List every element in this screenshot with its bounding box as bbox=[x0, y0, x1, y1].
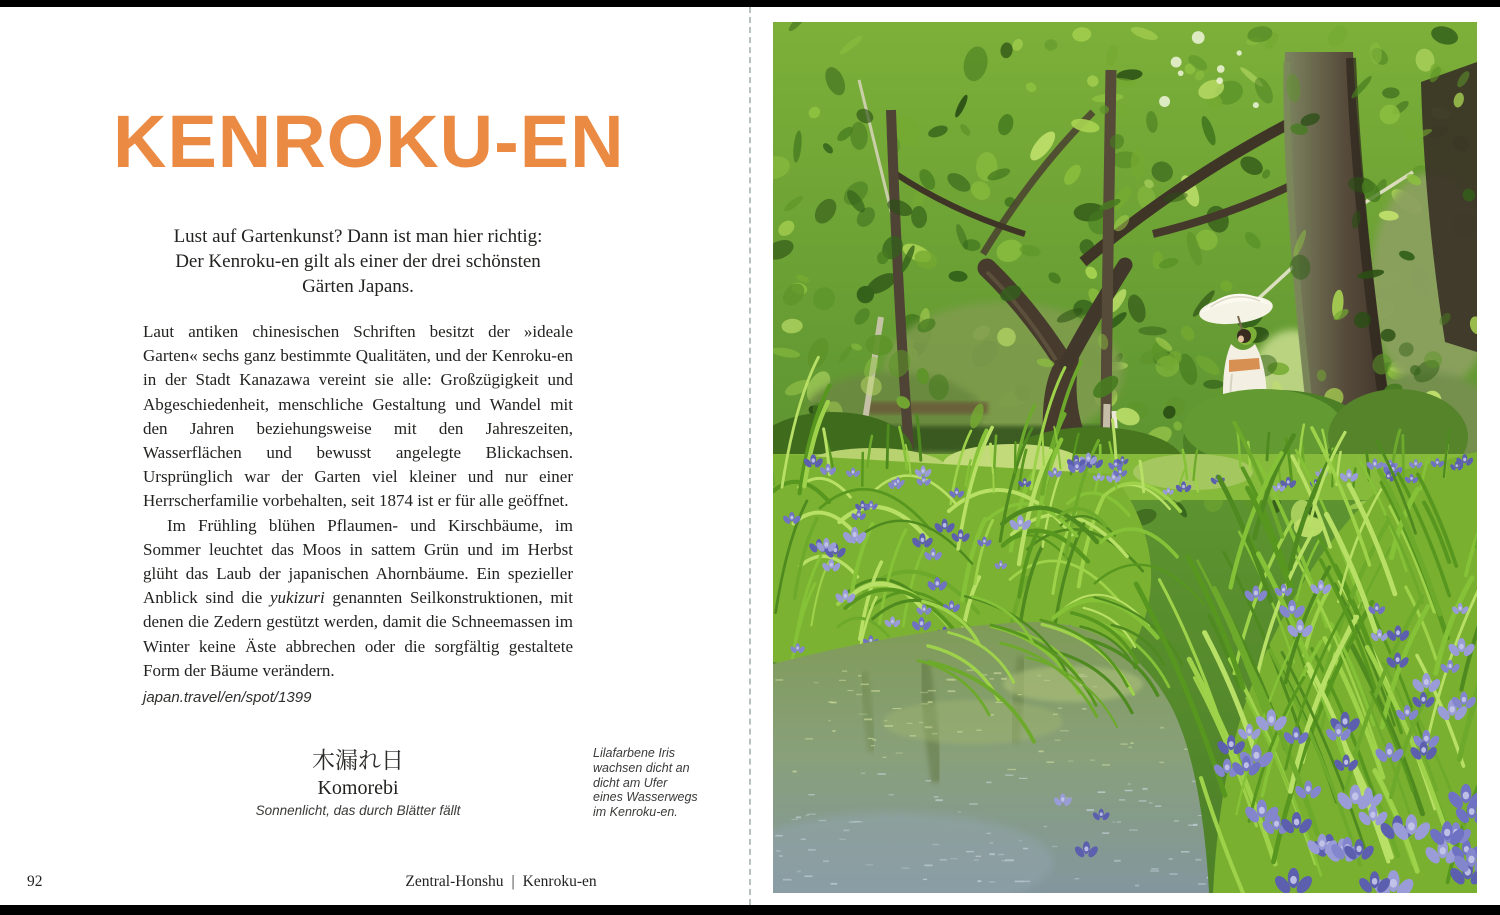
kenroku-garden-photo bbox=[773, 22, 1477, 893]
page-number: 92 bbox=[27, 873, 43, 890]
photo-caption: Lilafarbene Iris wachsen dicht an dicht am Ufer eines Wasserwegs im Kenroku-en. bbox=[593, 746, 698, 820]
letterbox-bar-bottom bbox=[0, 905, 1500, 915]
running-footer bbox=[286, 873, 716, 891]
word-japanese: 木漏れ日 bbox=[312, 748, 404, 774]
italic-term-yukizuri: yukizuri bbox=[269, 588, 325, 608]
footer-separator: | bbox=[511, 873, 515, 890]
body-text bbox=[143, 320, 573, 710]
website-link: japan.travel/en/spot/1399 bbox=[143, 689, 312, 707]
body-paragraph-2: Im Frühling blühen Pflaumen- und Kirschbäume, im Sommer leuchtet das Moos in sattem Grün und im Herbst glüht das Laub der japanischen Ahornbäume. Ein spezieller Anblick sind die yukizuri genannten Seilkonstruktionen, mit denen die Zedern gestützt werden, damit die Schneemassen im Winter keine Äste abbrechen oder die sorgfältig gestaltete Form der Bäume verändern. bbox=[143, 515, 573, 680]
page-title: KENROKU-EN bbox=[113, 100, 625, 183]
intro-line-1: Lust auf Gartenkunst? Dann ist man hier richtig: bbox=[173, 226, 543, 247]
footer-running-title: Zentral-Honshu bbox=[405, 873, 504, 890]
letterbox-bar-top bbox=[0, 0, 1500, 7]
intro-line-2: Der Kenroku-en gilt als einer der drei schönsten bbox=[175, 251, 541, 272]
word-romaji: Komorebi bbox=[317, 777, 399, 799]
page-fold-dashed-line bbox=[749, 7, 751, 905]
word-meaning: Sonnenlicht, das durch Blätter fällt bbox=[255, 803, 461, 818]
japanese-word-block bbox=[143, 748, 573, 819]
footer-chapter: Kenroku-en bbox=[522, 873, 597, 890]
body-paragraph-1: Laut antiken chinesischen Schriften besitzt der »ideale Garten« sechs ganz bestimmte Qualitäten, und der Kenroku-en in der Stadt Kanazawa vereint sie alle: Großzügigkeit und Abgeschiedenheit, menschliche Gestaltung und Wandel mit den Jahren beziehungsweise mit den Jahreszeiten, Wasserflächen und bewusst angelegte Blickachsen. Ursprünglich war der Garten viel kleiner und nur einer Herrscherfamilie vorbehalten, seit 1874 ist er für alle geöffnet. bbox=[143, 322, 573, 511]
intro-line-3: Gärten Japans. bbox=[302, 276, 414, 297]
intro-teaser bbox=[143, 224, 573, 299]
